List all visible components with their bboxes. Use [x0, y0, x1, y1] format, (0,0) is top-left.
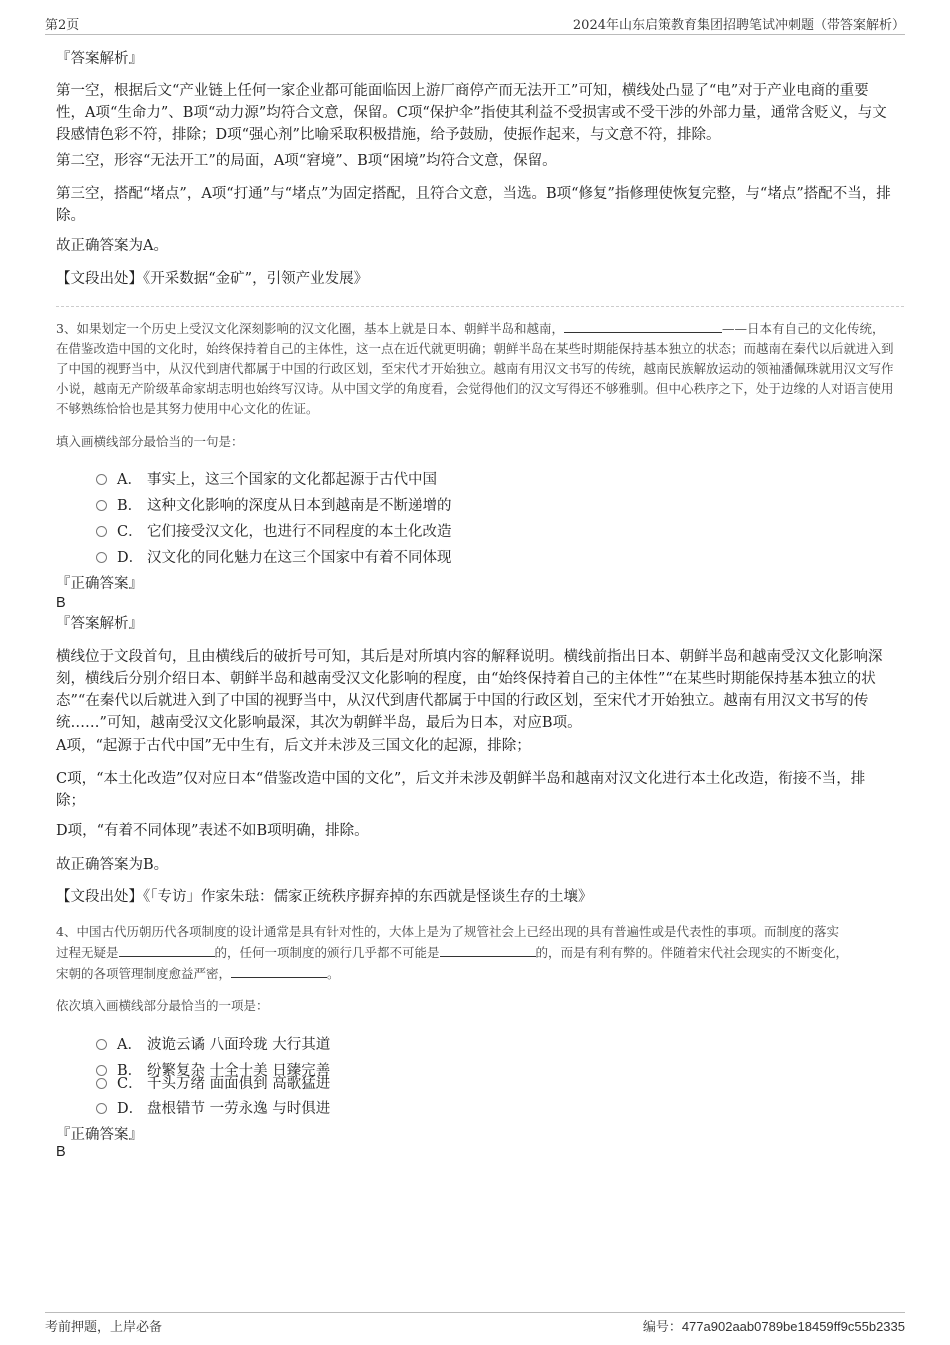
q3-prompt: 填入画横线部分最恰当的一句是：	[56, 434, 244, 449]
q3-analysis-label: 『答案解析』	[56, 616, 143, 632]
radio-icon[interactable]	[96, 1039, 107, 1050]
q4-option-d[interactable]	[96, 1097, 330, 1118]
q3-option-c[interactable]	[96, 520, 452, 541]
option-text: 汉文化的同化魅力在这三个国家中有着不同体现	[147, 550, 452, 566]
radio-icon[interactable]	[96, 552, 107, 563]
q4-stem	[56, 922, 896, 984]
option-text: 波诡云谲 八面玲珑 大行其道	[147, 1037, 331, 1053]
q3-stem-start: 3、如果划定一个历史上受汉文化深刻影响的汉文化圈，基本上就是日本、朝鲜半岛和越南，	[56, 321, 564, 336]
radio-icon[interactable]	[96, 1078, 107, 1089]
page-number: 第2页	[45, 18, 80, 33]
prev-analysis-para-1: 第一空，根据后文“产业链上任何一家企业都可能面临因上游厂商停产而无法开工”可知，横线处凸显了“电”对于产业电商的重要性，A项“生命力”、B项“动力源”均符合文意，保留。C项“保护伞”指使其利益不受损害或不受干涉的外部力量，通常含贬义，与文段感情色彩不符，排除；D项“强心剂”比喻采取积极措施，给予鼓励，使振作起来，与文意不符，排除。	[56, 83, 887, 143]
radio-icon[interactable]	[96, 474, 107, 485]
option-letter: A．	[117, 1037, 142, 1053]
option-letter: C．	[117, 1076, 143, 1092]
option-letter: B．	[117, 1063, 143, 1079]
option-letter: C．	[117, 524, 143, 540]
option-text: 千头万绪 面面俱到 高歌猛进	[147, 1076, 331, 1092]
q3-option-a[interactable]	[96, 468, 437, 489]
q4-stem-text: 宋朝的各项管理制度愈益严密，	[56, 966, 232, 981]
prev-analysis-para-3: 第三空，搭配“堵点”，A项“打通”与“堵点”为固定搭配，且符合文意，当选。B项“修复”指修理使恢复完整，与“堵点”搭配不当，排除。	[56, 186, 891, 224]
q3-stem-rest: 传统，在借鉴改造中国的文化时，始终保持着自己的主体性，这一点在近代就更明确；朝鲜半岛在某些时期能保持基本独立的状态；而越南在秦代以后就进入到了中国的视野当中，从汉代到唐代都属于中国的行政区划，至宋代才开始独立。越南有用汉文书写的传统，越南民族解放运动的领袖潘佩珠就用汉文写作小说，越南无产阶级革命家胡志明也始终写汉诗。从中国文学的角度看，会觉得他们的汉文写得还不够雅驯。但中心秩序之下，处于边缘的人对语言使用不够熟练恰恰也是其努力使用中心文化的佐证。	[56, 321, 894, 416]
option-text: 事实上，这三个国家的文化都起源于古代中国	[147, 472, 437, 488]
q3-option-b[interactable]	[96, 494, 452, 515]
q4-prompt: 依次填入画横线部分最恰当的一项是：	[56, 998, 269, 1013]
prev-conclusion: 故正确答案为A。	[56, 238, 168, 254]
q3-source: 【文段出处】《「专访」作家朱琺：儒家正统秩序摒弃掉的东西就是怪谈生存的土壤》	[56, 889, 593, 905]
option-text: 它们接受汉文化，也进行不同程度的本土化改造	[147, 524, 452, 540]
q3-answer: B	[56, 595, 66, 611]
q3-answer-label: 『正确答案』	[56, 576, 143, 592]
q4-stem-text: 的，任何一项制度的颁行几乎都不可能是	[214, 945, 440, 960]
prev-analysis-para-2: 第二空，形容“无法开工”的局面，A项“窘境”、B项“困境”均符合文意，保留。	[56, 153, 557, 169]
q4-blank-3	[231, 963, 327, 978]
footer-code-value: 477a902aab0789be18459ff9c55b2335	[681, 1319, 905, 1334]
q4-option-c[interactable]	[96, 1072, 330, 1093]
q3-option-d[interactable]	[96, 546, 452, 567]
q3-analysis-para-4: D项，“有着不同体现”表述不如B项明确，排除。	[56, 823, 369, 839]
q4-blank-1	[119, 942, 215, 957]
q4-stem-line-1: 4、中国古代历朝历代各项制度的设计通常是具有针对性的，大体上是为了规管社会上已经出现的具有普遍性或是代表性的事项。而制度的落实	[56, 924, 839, 939]
q4-stem-text: 。	[327, 966, 340, 981]
option-letter: B．	[117, 498, 143, 514]
option-text: 纷繁复杂 十全十美 日臻完善	[147, 1063, 331, 1079]
q3-blank	[564, 318, 722, 333]
q4-option-a[interactable]	[96, 1033, 330, 1054]
prev-source: 【文段出处】《开采数据“金矿”，引领产业发展》	[56, 271, 369, 287]
document-title: 2024年山东启策教育集团招聘笔试冲刺题（带答案解析）	[572, 18, 905, 33]
option-letter: D．	[117, 1101, 144, 1117]
option-text: 这种文化影响的深度从日本到越南是不断递增的	[147, 498, 452, 514]
q4-stem-line-2	[56, 942, 896, 963]
footer-code	[643, 1316, 905, 1335]
option-letter: D．	[117, 550, 144, 566]
page-footer	[45, 1312, 905, 1335]
q3-stem	[56, 318, 896, 419]
option-text: 盘根错节 一劳永逸 与时俱进	[147, 1101, 331, 1117]
radio-icon[interactable]	[96, 526, 107, 537]
prev-analysis-label: 『答案解析』	[56, 51, 143, 67]
q3-stem-after-blank: ——日本有自己的文化	[721, 321, 847, 336]
q4-stem-text: 过程无疑是	[56, 945, 119, 960]
option-letter: A．	[117, 472, 142, 488]
q3-analysis-para-3: C项，“本土化改造”仅对应日本“借鉴改造中国的文化”，后文并未涉及朝鲜半岛和越南对汉文化进行本土化改造，衔接不当，排除；	[56, 771, 866, 809]
q3-analysis-para-1: 横线位于文段首句，且由横线后的破折号可知，其后是对所填内容的解释说明。横线前指出日本、朝鲜半岛和越南受汉文化影响深刻，横线后分别介绍日本、朝鲜半岛和越南受汉文化影响的程度，由“始终保持着自己的主体性”“在某些时期能保持基本独立的状态”“在秦代以后就进入到了中国的视野当中，从汉代到唐代都属于中国的行政区划，至宋代才开始独立。越南有用汉文书写的传统……”可知，越南受汉文化影响最深，其次为朝鲜半岛，最后为日本，对应B项。	[56, 649, 883, 731]
radio-icon[interactable]	[96, 500, 107, 511]
footer-slogan: 考前押题，上岸必备	[45, 1320, 163, 1335]
q4-answer: B	[56, 1144, 66, 1160]
q4-stem-text: 的，而是有利有弊的。伴随着宋代社会现实的不断变化，	[535, 945, 849, 960]
q3-analysis-para-2: A项，“起源于古代中国”无中生有，后文并未涉及三国文化的起源，排除；	[56, 738, 531, 754]
footer-code-label: 编号：	[642, 1320, 682, 1335]
page-header	[45, 14, 905, 35]
divider	[56, 306, 904, 307]
q4-stem-line-3	[56, 963, 896, 984]
q4-blank-2	[440, 942, 536, 957]
q3-conclusion: 故正确答案为B。	[56, 857, 169, 873]
radio-icon[interactable]	[96, 1103, 107, 1114]
q4-answer-label: 『正确答案』	[56, 1127, 143, 1143]
